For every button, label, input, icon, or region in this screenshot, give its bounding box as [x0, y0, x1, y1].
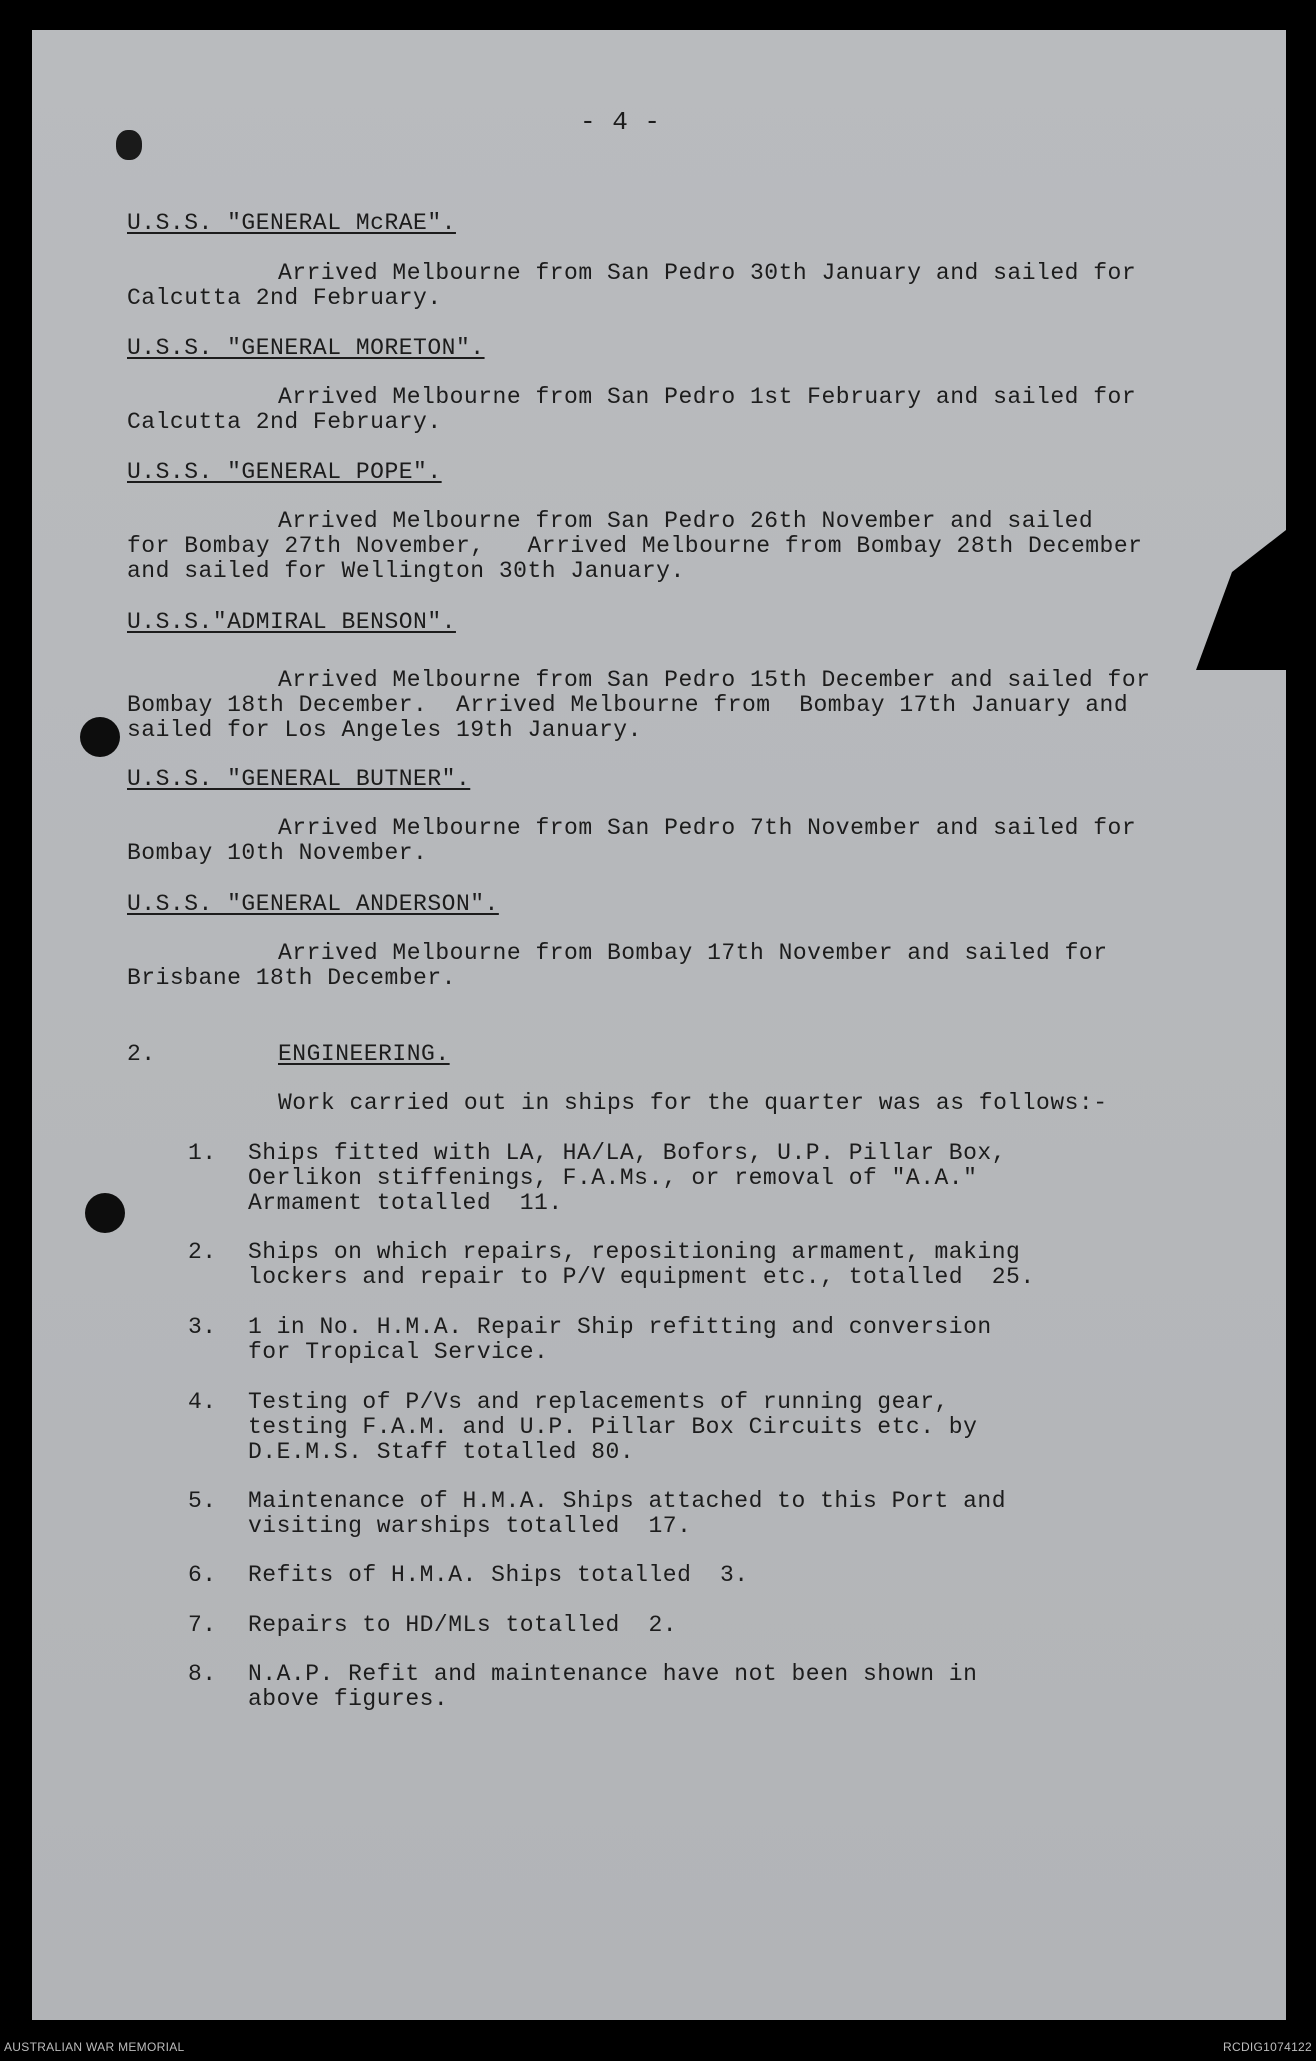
list-item-line: above figures. — [248, 1686, 449, 1712]
ship-text-line: Arrived Melbourne from San Pedro 1st February and sailed for — [278, 384, 1137, 410]
list-item-line: Maintenance of H.M.A. Ships attached to this Port and — [248, 1488, 1007, 1514]
ship-heading: U.S.S. "GENERAL POPE". — [127, 459, 442, 485]
punch-hole — [80, 717, 120, 757]
list-item-line: lockers and repair to P/V equipment etc., totalled 25. — [248, 1264, 1035, 1290]
list-item-number: 7. — [188, 1612, 217, 1638]
list-item-number: 2. — [188, 1239, 217, 1265]
ship-heading: U.S.S. "GENERAL BUTNER". — [127, 766, 471, 792]
list-item-line: Ships on which repairs, repositioning armament, making — [248, 1239, 1021, 1265]
ship-text-line: Arrived Melbourne from Bombay 17th November and sailed for — [278, 940, 1108, 966]
list-item-number: 5. — [188, 1488, 217, 1514]
list-item-line: Armament totalled 11. — [248, 1190, 563, 1216]
ship-text-line: Brisbane 18th December. — [127, 965, 456, 991]
list-item-number: 4. — [188, 1389, 217, 1415]
section-intro: Work carried out in ships for the quarter was as follows:- — [278, 1090, 1108, 1116]
list-item-number: 6. — [188, 1562, 217, 1588]
ship-text-line: for Bombay 27th November, Arrived Melbourne from Bombay 28th December — [127, 533, 1143, 559]
ship-heading: U.S.S."ADMIRAL BENSON". — [127, 609, 456, 635]
page-number: - 4 - — [580, 107, 661, 137]
list-item-number: 3. — [188, 1314, 217, 1340]
section-number: 2. — [127, 1041, 156, 1067]
list-item-line: visiting warships totalled 17. — [248, 1513, 692, 1539]
ship-text-line: Bombay 10th November. — [127, 840, 428, 866]
list-item-line: Ships fitted with LA, HA/LA, Bofors, U.P. Pillar Box, — [248, 1140, 1007, 1166]
document-page — [32, 30, 1286, 2020]
ship-text-line: Calcutta 2nd February. — [127, 409, 442, 435]
ship-text-line: Arrived Melbourne from San Pedro 26th November and sailed — [278, 508, 1094, 534]
ship-heading: U.S.S. "GENERAL ANDERSON". — [127, 891, 499, 917]
ship-text-line: Arrived Melbourne from San Pedro 30th January and sailed for — [278, 260, 1137, 286]
list-item-line: Testing of P/Vs and replacements of running gear, — [248, 1389, 949, 1415]
punch-hole — [85, 1193, 125, 1233]
list-item-line: Repairs to HD/MLs totalled 2. — [248, 1612, 678, 1638]
ship-text-line: Arrived Melbourne from San Pedro 15th December and sailed for — [278, 667, 1151, 693]
ship-text-line: Arrived Melbourne from San Pedro 7th November and sailed for — [278, 815, 1137, 841]
ink-blot — [116, 130, 142, 160]
ship-text-line: sailed for Los Angeles 19th January. — [127, 717, 642, 743]
list-item-line: N.A.P. Refit and maintenance have not been shown in — [248, 1661, 978, 1687]
list-item-line: Oerlikon stiffenings, F.A.Ms., or removal of "A.A." — [248, 1165, 978, 1191]
list-item-line: 1 in No. H.M.A. Repair Ship refitting and conversion — [248, 1314, 992, 1340]
list-item-line: for Tropical Service. — [248, 1339, 549, 1365]
ship-text-line: Calcutta 2nd February. — [127, 285, 442, 311]
section-title: ENGINEERING. — [278, 1041, 450, 1067]
ship-text-line: Bombay 18th December. Arrived Melbourne from Bombay 17th January and — [127, 692, 1129, 718]
list-item-number: 8. — [188, 1661, 217, 1687]
footer-record-id: RCDIG1074122 — [1223, 2040, 1312, 2054]
footer-credit: AUSTRALIAN WAR MEMORIAL — [4, 2040, 185, 2054]
ship-text-line: and sailed for Wellington 30th January. — [127, 558, 685, 584]
ship-heading: U.S.S. "GENERAL McRAE". — [127, 210, 456, 236]
list-item-line: testing F.A.M. and U.P. Pillar Box Circuits etc. by — [248, 1414, 978, 1440]
ship-heading: U.S.S. "GENERAL MORETON". — [127, 335, 485, 361]
list-item-number: 1. — [188, 1140, 217, 1166]
list-item-line: D.E.M.S. Staff totalled 80. — [248, 1439, 635, 1465]
list-item-line: Refits of H.M.A. Ships totalled 3. — [248, 1562, 749, 1588]
